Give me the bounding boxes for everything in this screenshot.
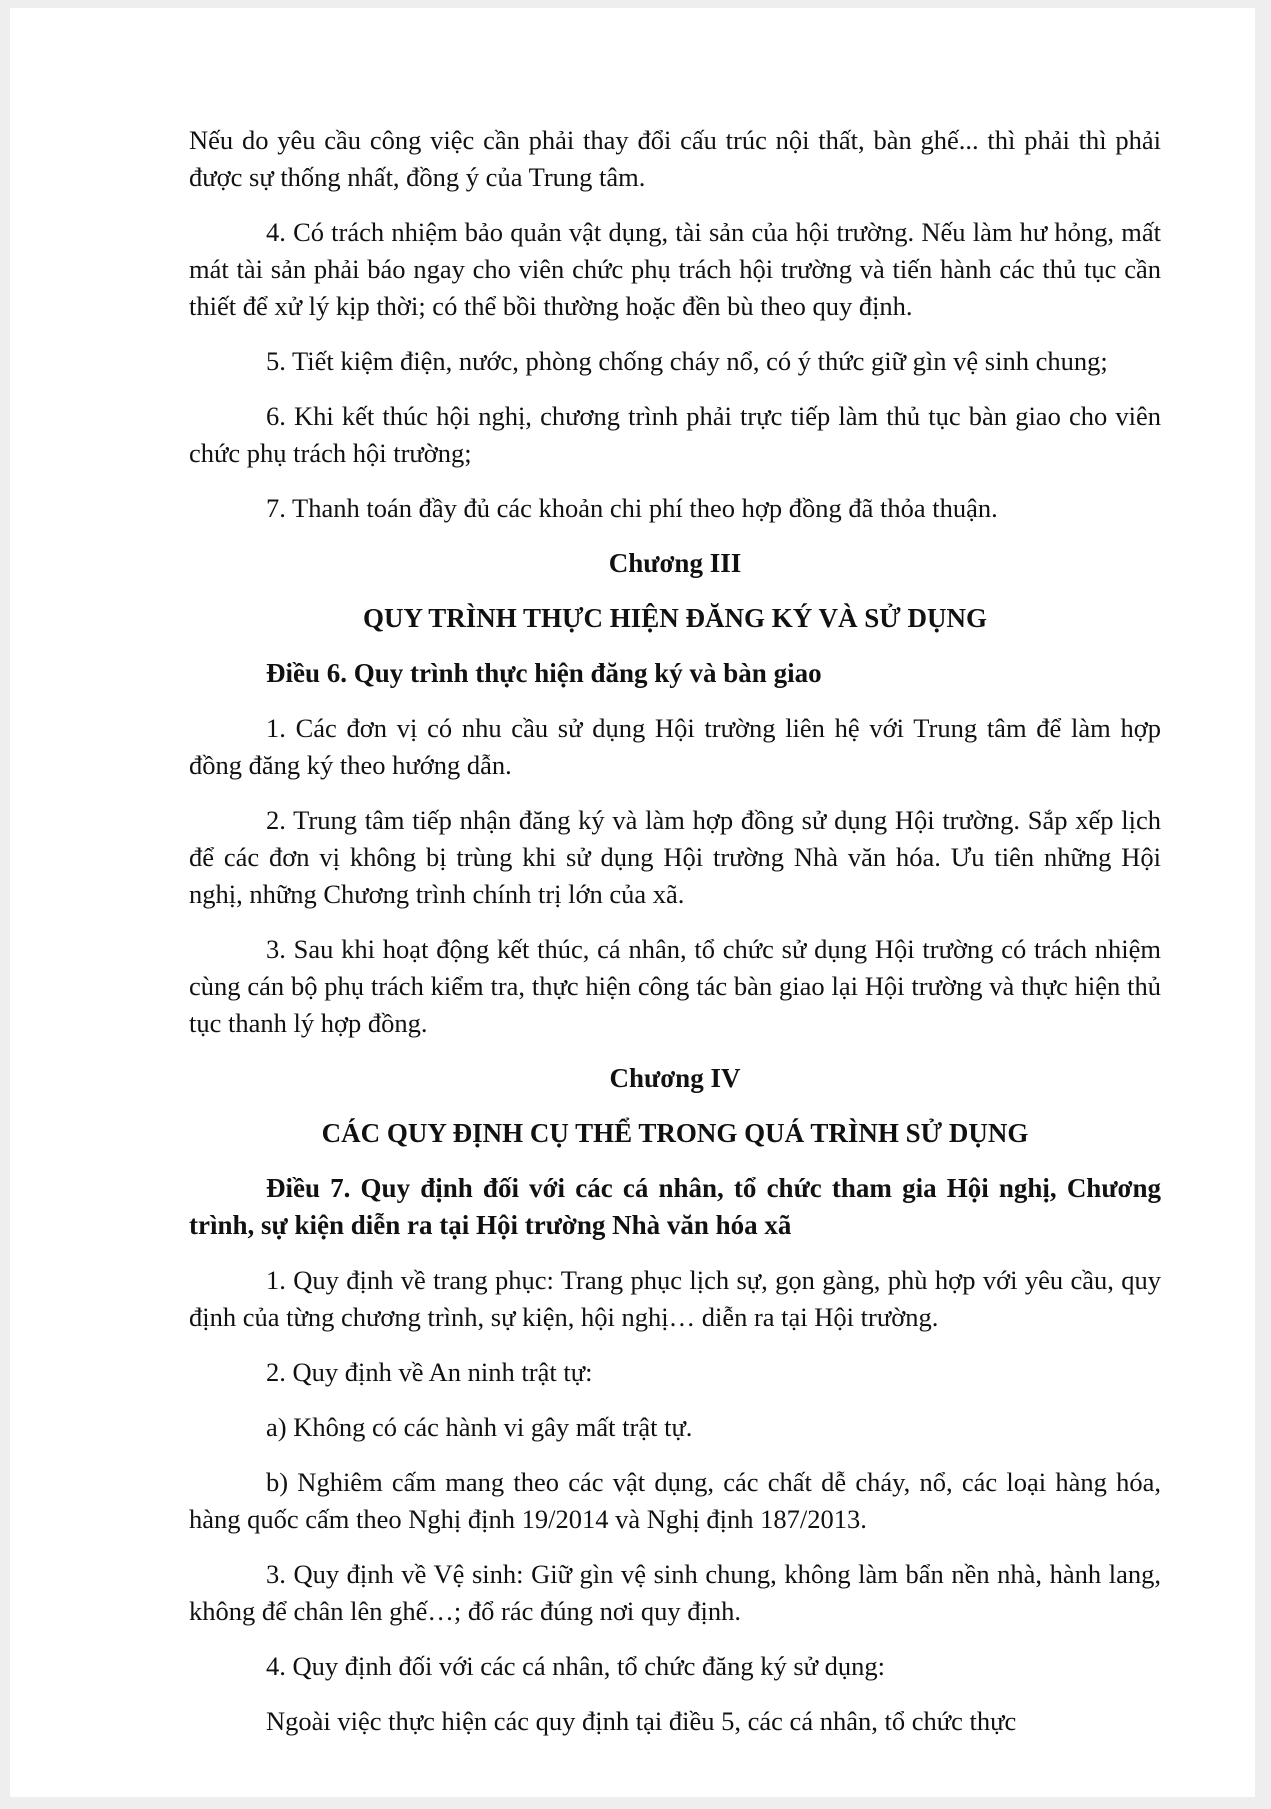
article-7-title: Điều 7. Quy định đối với các cá nhân, tổ chức tham gia Hội nghị, Chương trình, sự kiện diễn ra tại Hội trường Nhà văn hóa xã bbox=[189, 1173, 1161, 1240]
paragraph-item-7: 7. Thanh toán đầy đủ các khoản chi phí theo hợp đồng đã thỏa thuận. bbox=[266, 493, 998, 523]
paragraph-item-5: 5. Tiết kiệm điện, nước, phòng chống cháy nổ, có ý thức giữ gìn vệ sinh chung; bbox=[266, 346, 1108, 376]
paragraph-continuation: Nếu do yêu cầu công việc cần phải thay đổi cấu trúc nội thất, bàn ghế... thì phải thì phải được sự thống nhất, đồng ý của Trung tâm. bbox=[189, 125, 1161, 192]
chapter-3-title: QUY TRÌNH THỰC HIỆN ĐĂNG KÝ VÀ SỬ DỤNG bbox=[362, 603, 988, 633]
document-page bbox=[10, 8, 1255, 1797]
chapter-4-label: Chương IV bbox=[609, 1063, 741, 1093]
chapter-4-title: CÁC QUY ĐỊNH CỤ THỂ TRONG QUÁ TRÌNH SỬ DỤNG bbox=[321, 1118, 1029, 1148]
article-7-item-2b: b) Nghiêm cấm mang theo các vật dụng, các chất dễ cháy, nổ, các loại hàng hóa, hàng quốc cấm theo Nghị định 19/2014 và Nghị định 187/2013. bbox=[189, 1467, 1161, 1534]
paragraph-item-6: 6. Khi kết thúc hội nghị, chương trình phải trực tiếp làm thủ tục bàn giao cho viên chức phụ trách hội trường; bbox=[189, 401, 1161, 468]
article-7-item-4-text: Ngoài việc thực hiện các quy định tại điều 5, các cá nhân, tổ chức thực bbox=[266, 1706, 1017, 1736]
chapter-3-label: Chương III bbox=[608, 548, 742, 578]
article-6-item-1: 1. Các đơn vị có nhu cầu sử dụng Hội trường liên hệ với Trung tâm để làm hợp đồng đăng ký theo hướng dẫn. bbox=[189, 713, 1161, 780]
article-7-item-2a: a) Không có các hành vi gây mất trật tự. bbox=[266, 1412, 693, 1442]
article-6-item-3: 3. Sau khi hoạt động kết thúc, cá nhân, tổ chức sử dụng Hội trường có trách nhiệm cùng cán bộ phụ trách kiểm tra, thực hiện công tác bàn giao lại Hội trường và thực hiện thủ tục thanh lý hợp đồng. bbox=[189, 934, 1161, 1038]
paragraph-item-4: 4. Có trách nhiệm bảo quản vật dụng, tài sản của hội trường. Nếu làm hư hỏng, mất mát tài sản phải báo ngay cho viên chức phụ trách hội trường và tiến hành các thủ tục cần thiết để xử lý kịp thời; có thể bồi thường hoặc đền bù theo quy định. bbox=[189, 217, 1161, 321]
article-7-item-4: 4. Quy định đối với các cá nhân, tổ chức đăng ký sử dụng: bbox=[266, 1651, 885, 1681]
article-7-item-3: 3. Quy định về Vệ sinh: Giữ gìn vệ sinh chung, không làm bẩn nền nhà, hành lang, không để chân lên ghế…; đổ rác đúng nơi quy định. bbox=[189, 1559, 1161, 1626]
article-7-item-2: 2. Quy định về An ninh trật tự: bbox=[266, 1357, 593, 1387]
article-6-title: Điều 6. Quy trình thực hiện đăng ký và bàn giao bbox=[266, 658, 822, 688]
article-7-item-1: 1. Quy định về trang phục: Trang phục lịch sự, gọn gàng, phù hợp với yêu cầu, quy định của từng chương trình, sự kiện, hội nghị… diễn ra tại Hội trường. bbox=[189, 1265, 1161, 1332]
article-6-item-2: 2. Trung tâm tiếp nhận đăng ký và làm hợp đồng sử dụng Hội trường. Sắp xếp lịch để các đơn vị không bị trùng khi sử dụng Hội trường Nhà văn hóa. Ưu tiên những Hội nghị, những Chương trình chính trị lớn của xã. bbox=[189, 805, 1161, 909]
